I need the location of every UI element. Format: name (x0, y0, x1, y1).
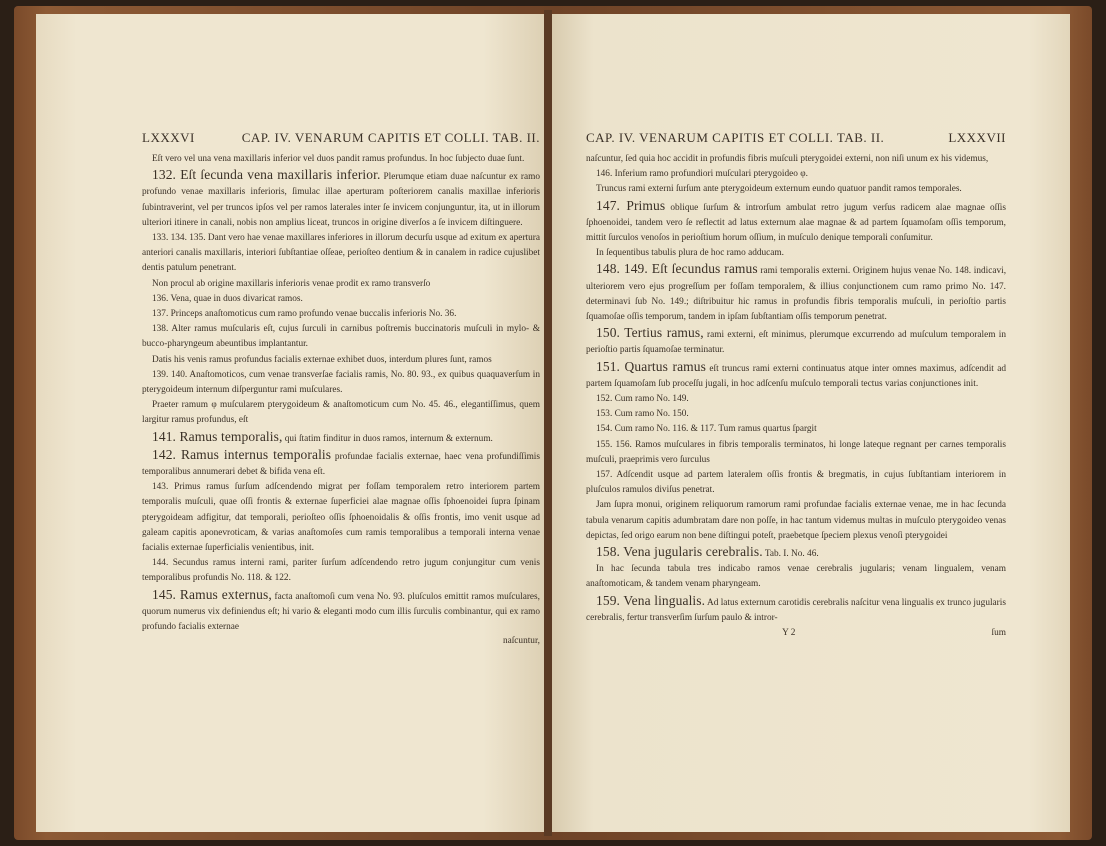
paragraph-text: Dant vero hae venae maxillares inferiores in illorum decurſu usque ad exitum ex apertura anteriori canalis maxillaris, interiori ſubſtantiae oſſeae, perioſteo dentium & in canalem in radice cujuslibet dentis patulum penetrant. (142, 233, 540, 274)
right-running-title: CAP. IV. VENARUM CAPITIS ET COLLI. TAB. II. (586, 130, 885, 145)
paragraph-number: 157. (596, 470, 617, 481)
paragraph-heading: Primus (626, 197, 666, 213)
right-page-footer (586, 626, 1006, 640)
paragraph-heading: Ramus externus, (179, 586, 272, 602)
paragraph (142, 152, 540, 167)
paragraph-text: Vena, quae in duos divaricat ramos. (170, 293, 303, 304)
paragraph-text: Datis his venis ramus profundus facialis externae exhibet duos, interdum plures ſunt, ramos (152, 354, 492, 365)
paragraph (586, 468, 1006, 498)
paragraph-number: 153. (596, 409, 615, 420)
paragraph-text: Praeter ramum φ muſcularem pterygoideum & anaſtomoticum cum No. 45. 46., elegantiſſimus, quem largitur ramus profundus, eſt (142, 400, 540, 426)
paragraph-text: Ramos muſculares in fibris temporalis terminatos, hi longe lateque regnant per carnes temporalis muſculi, praeprimis vero ſurculus (586, 439, 1007, 465)
paragraph (586, 359, 1006, 392)
paragraph-text: qui ſtatim finditur in duos ramos, internum & externum. (282, 433, 493, 444)
right-paragraphs (586, 152, 1006, 626)
paragraph (586, 261, 1006, 325)
right-page-text-block (586, 130, 1006, 640)
paragraph-number: 142. (152, 446, 181, 462)
paragraph (586, 498, 1006, 544)
paragraph-number: 133. 134. 135. (152, 233, 208, 244)
paragraph-text: profundae facialis externae, haec vena profundiſſimis temporalibus annumerari debet & bifida vena eſt. (142, 451, 540, 478)
paragraph (586, 167, 1006, 182)
paragraph (586, 325, 1006, 358)
right-page (552, 14, 1070, 832)
book-gutter (544, 10, 552, 836)
paragraph-text: Plerumque etiam duae naſcuntur ex ramo profundo venae maxillaris inferioris, ſimulac illae aperturam poſteriorem canalis maxillae inferioris ſubintraverint, vel per truncos ipſos vel per ramos laterales inter ſe invicem conjunguntur, ita, ut in illorum ulteriori itinere in canali, nobis non amplius liceat, truncos in origine diverſos a ſe invicem diſtinguere. (142, 172, 540, 228)
paragraph-number: 145. (152, 586, 180, 602)
paragraph-text: rami temporalis externi. Originem hujus venae No. 148. indicavi, ulteriorem vero ejus progreſſum per foſſam temporalem, & illius conjunctionem cum ramo primo No. 147. determinavi ſub No. 149.; diſtribuitur hic ramus in profundis fibris temporalis muſculi, in perioſtio partis ſquamoſae oſſis temporum, tandem in ipſam ſubſtantiam oſſis temporum penetrat. (586, 266, 1007, 323)
paragraph-number: 144. (152, 558, 173, 569)
paragraph-number: 158. (596, 544, 624, 560)
paragraph-number: 138. (152, 324, 172, 335)
left-page-number: LXXXVI (142, 130, 195, 145)
paragraph (586, 246, 1006, 261)
paragraph-text: Cum ramo No. 149. (614, 394, 689, 405)
left-catchword: naſcuntur, (502, 636, 540, 647)
paragraph (142, 556, 540, 586)
paragraph (142, 167, 540, 231)
paragraph (586, 198, 1006, 247)
paragraph (142, 322, 540, 352)
paragraph-text: rami externi, eſt minimus, plerumque excurrendo ad muſculum temporalem in perioſtio partis ſquamoſae terminatur. (586, 330, 1006, 356)
paragraph-heading: Vena jugularis cerebralis. (623, 544, 763, 560)
paragraph-number: 148. 149. (596, 261, 652, 277)
paragraph (586, 562, 1006, 592)
paragraph (142, 429, 540, 447)
signature-mark: Y 2 (782, 628, 796, 639)
left-page (36, 14, 544, 832)
left-paragraphs (142, 152, 540, 635)
paragraph-text: Ad latus externum carotidis cerebralis naſcitur vena lingualis ex trunco jugularis cerebralis, fertur transverſim ſurſum paulo & intror- (586, 597, 1006, 623)
paragraph-text: Adſcendit usque ad partem lateralem oſſis frontis & bregmatis, in cujus ſubſtantiam interiorem in pluſculos ramulos diviſus penetrat. (586, 470, 1006, 496)
left-page-header (142, 130, 540, 146)
paragraph (142, 353, 540, 368)
left-page-text-block (142, 130, 540, 648)
paragraph-number: 147. (596, 197, 627, 213)
paragraph (586, 422, 1006, 437)
paragraph-text: Jam ſupra monui, originem reliquorum ramorum rami profundae facialis externae venae, me in hac ſecunda tabula venarum capitis adumbratam dare non poſſe, in hac tantum videmus multas in muſculo pterygoideo venas depictas, ſed origo earum non bene diſtingui poteſt, praebetque ſpeciem plexus venoſi pterygoidei (586, 500, 1006, 541)
paragraph (142, 231, 540, 277)
paragraph-number: 132. (152, 167, 181, 183)
paragraph-text: Tab. I. No. 46. (762, 549, 819, 560)
paragraph-number: 146. (596, 169, 615, 180)
paragraph (586, 544, 1006, 562)
paragraph-text: Princeps anaſtomoticus cum ramo profundo venae buccalis inferioris No. 36. (170, 309, 457, 320)
paragraph (142, 587, 540, 636)
paragraph-number: 141. (152, 428, 180, 444)
paragraph-text: naſcuntur, ſed quia hoc accidit in profundis fibris muſculi pterygoidei externi, non niſi unum ex his videmus, (586, 154, 989, 164)
paragraph-text: Non procul ab origine maxillaris inferioris venae prodit ex ramo transverſo (152, 278, 431, 289)
paragraph (586, 392, 1006, 407)
right-catchword: ſum (991, 628, 1006, 639)
paragraph-number: 143. (152, 482, 175, 493)
paragraph-number: 136. (152, 293, 171, 304)
paragraph (586, 182, 1006, 197)
paragraph-number: 155. 156. (596, 439, 636, 450)
paragraph-number: 152. (596, 394, 615, 405)
left-running-title: CAP. IV. VENARUM CAPITIS ET COLLI. TAB. II. (241, 130, 540, 145)
paragraph-number: 137. (152, 309, 171, 320)
paragraph-text: In ſequentibus tabulis plura de hoc ramo adducam. (596, 248, 784, 259)
paragraph-heading: Quartus ramus (624, 358, 706, 374)
paragraph (586, 438, 1006, 468)
paragraph-number: 154. (596, 424, 615, 435)
paragraph (586, 152, 1006, 167)
right-page-number: LXXXVII (948, 130, 1006, 145)
paragraph-number: 151. (596, 358, 625, 374)
paragraph (142, 368, 540, 398)
paragraph-text: facta anaſtomoſi cum vena No. 93. pluſculos emittit ramos muſculares, quorum numerus vix definiendus eſt; hi vario & eleganti modo cum illis ſurculis combinantur, qui ex ramo profundo facialis externae (142, 591, 540, 633)
paragraph-heading: Eſt ſecunda vena maxillaris inferior. (180, 167, 381, 183)
paragraph-text: Anaſtomoticos, cum venae transverſae facialis ramis, No. 80. 93., ex quibus quaquaverſum in pterygoideum internum diſperguntur rami muſculares. (142, 369, 540, 396)
paragraph-number: 150. (596, 325, 625, 341)
paragraph (142, 447, 540, 480)
paragraph-text: Cum ramo No. 116. & 117. Tum ramus quartus ſpargit (614, 424, 817, 435)
paragraph-number: 159. (596, 592, 624, 608)
paragraph-heading: Vena lingualis. (623, 592, 706, 608)
paragraph-number: 139. 140. (152, 369, 190, 380)
paragraph (142, 277, 540, 292)
paragraph-text: Primus ramus ſurſum adſcendendo migrat per foſſam temporalem retro interiorem partem temporalis muſculi, quae oſſi frontis & externae ſuperficiei alae magnae oſſis ſphoenoidei ſupra ſpinam pterygoideam adfigitur, dat temporali, perioſteo oſſis ſphoenoidalis & oſſis frontis, imo venit usque ad galeam capitis aponevroticam, & varias anaſtomoſes cum ramis temporalibus a temporali interna venae facialis externae ſuperficialis venientibus, init. (142, 482, 540, 554)
paragraph (142, 480, 540, 556)
paragraph-heading: Tertius ramus, (624, 325, 704, 341)
paragraph-text: Secundus ramus interni rami, pariter ſurſum adſcendendo retro jugum conjungitur cum venis temporalibus profundis No. 118. & 122. (142, 558, 540, 584)
paragraph (142, 307, 540, 322)
paragraph (586, 593, 1006, 626)
paragraph-text: Truncus rami externi ſurſum ante pterygoideum externum eundo quatuor pandit ramos temporales. (596, 184, 962, 195)
paragraph (142, 292, 540, 307)
paragraph-text: Alter ramus muſcularis eſt, cujus ſurculi in carnibus poſtremis buccinatoris muſculi in mylo- & bucco-pharyngeum abeuntibus implantantur. (142, 324, 540, 350)
paragraph-text: oblique ſurſum & introrſum ambulat retro jugum verſus radicem alae magnae oſſis ſphoenoidei, tandem vero ſe reflectit ad latus externum alae magnae & ad partem ſquamoſam oſſis temporum, mittit ſurculos venoſos in perioſtium horum oſſium, in muſculo denique temporali conſumitur. (586, 202, 1007, 244)
paragraph-text: Cum ramo No. 150. (614, 409, 689, 420)
right-page-header (586, 130, 1006, 146)
paragraph-text: In hac ſecunda tabula tres indicabo ramos venae cerebralis jugularis; venam lingualem, venam anaſtomoticam, & tandem venam pharyngeam. (586, 564, 1006, 590)
paragraph-text: Inferium ramo profundiori muſculari pterygoideo φ. (614, 169, 808, 180)
paragraph (586, 407, 1006, 422)
paragraph-heading: Ramus internus temporalis (180, 446, 332, 462)
paragraph-text: Eſt vero vel una vena maxillaris inferior vel duos pandit ramus profundus. In hoc ſubjecto duae ſunt. (152, 154, 525, 164)
paragraph-text: eſt truncus rami externi continuatus atque inter omnes maximus, adſcendit ad partem ſquamoſam ſub proceſſu jugali, in hoc adſcenſu muſculo temporali tectus varias conjunctiones init. (586, 363, 1007, 389)
paragraph-heading: Eſt ſecundus ramus (651, 261, 758, 277)
paragraph (142, 398, 540, 428)
paragraph-heading: Ramus temporalis, (179, 428, 283, 444)
